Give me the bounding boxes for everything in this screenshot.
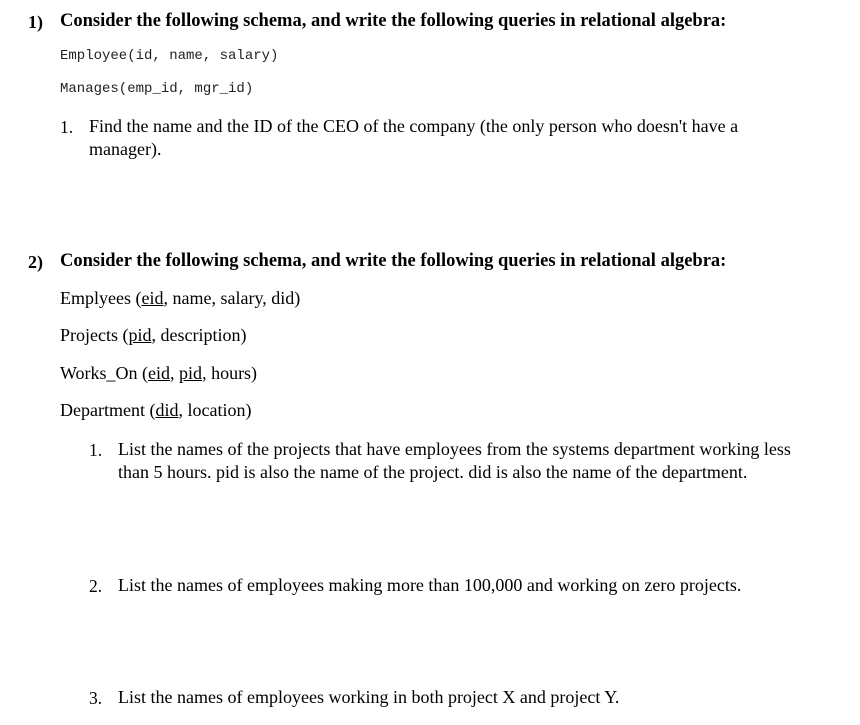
q2-item-1-text-line2: than 5 hours. pid is also the name of the project. did is also the name of the department. <box>118 462 748 482</box>
q2-item-1-number: 1. <box>89 440 103 460</box>
q1-item-1-text-line1: Find the name and the ID of the CEO of the company (the only person who doesn't have a <box>89 116 739 136</box>
question-2-heading: Consider the following schema, and write the following queries in relational algebra: <box>60 251 727 271</box>
schema-projects-name: Projects ( <box>60 325 129 345</box>
schema-works-on-name: Works_On ( <box>60 363 149 383</box>
schema-projects-rest: , description) <box>151 325 247 345</box>
schema-manages: Manages(emp_id, mgr_id) <box>60 81 254 97</box>
schema-projects-key: pid <box>128 325 152 345</box>
q2-item-2-text: List the names of employees making more than 100,000 and working on zero projects. <box>118 575 742 595</box>
schema-department-key: did <box>155 400 179 420</box>
schema-department-rest: , location) <box>178 400 252 420</box>
q1-item-1-text-line2: manager). <box>89 139 162 159</box>
q2-item-3-number: 3. <box>89 688 103 708</box>
schema-projects <box>60 325 246 346</box>
q2-item-2-number: 2. <box>89 576 103 596</box>
schema-emplyees-name: Emplyees ( <box>60 288 142 308</box>
question-2-number: 2) <box>28 252 43 272</box>
schema-works-on-key-2: pid <box>179 363 203 383</box>
schema-emplyees-key: eid <box>141 288 164 308</box>
schema-department <box>60 400 251 421</box>
q2-item-1-text-line1: List the names of the projects that have employees from the systems department working less <box>118 439 791 459</box>
schema-emplyees-rest: , name, salary, did) <box>163 288 301 308</box>
schema-works-on <box>60 363 257 384</box>
schema-works-on-rest: , hours) <box>202 363 258 383</box>
question-1-number: 1) <box>28 12 43 32</box>
schema-works-on-separator: , <box>170 363 180 383</box>
question-1-heading: Consider the following schema, and write the following queries in relational algebra: <box>60 11 727 31</box>
schema-works-on-key-1: eid <box>148 363 171 383</box>
schema-emplyees <box>60 288 300 309</box>
schema-employee: Employee(id, name, salary) <box>60 48 279 64</box>
q1-item-1-number: 1. <box>60 117 74 137</box>
q2-item-3-text: List the names of employees working in both project X and project Y. <box>118 687 620 707</box>
schema-department-name: Department ( <box>60 400 156 420</box>
